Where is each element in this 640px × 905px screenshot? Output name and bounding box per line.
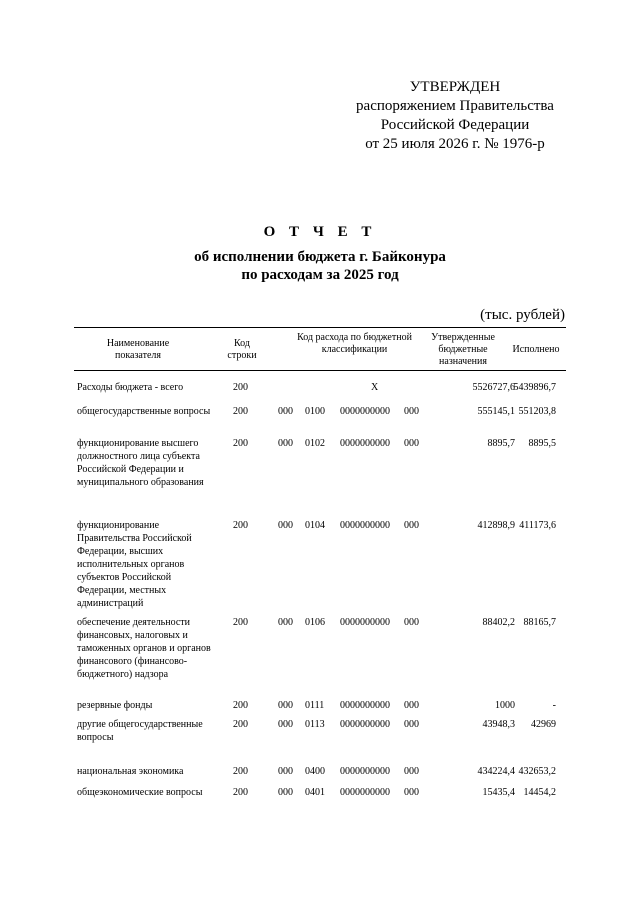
row-code: 200 bbox=[233, 406, 248, 417]
row-code: 200 bbox=[233, 520, 248, 531]
row-target: 0000000000 bbox=[340, 520, 390, 531]
row-grbs: 000 bbox=[278, 787, 293, 798]
row-grbs: 000 bbox=[278, 520, 293, 531]
row-section: 0100 bbox=[305, 406, 325, 417]
row-approved: 8895,7 bbox=[487, 438, 515, 449]
row-section: 0401 bbox=[305, 787, 325, 798]
row-approved: 15435,4 bbox=[482, 787, 515, 798]
row-grbs: 000 bbox=[278, 438, 293, 449]
row-executed: 8895,5 bbox=[528, 438, 556, 449]
row-grbs: 000 bbox=[278, 406, 293, 417]
approval-title: УТВЕРЖДЕН bbox=[409, 79, 501, 95]
approval-line-2: Российской Федерации bbox=[380, 117, 530, 133]
approval-line-3: от 25 июля 2026 г. № 1976-р bbox=[365, 136, 545, 152]
row-section: 0111 bbox=[305, 700, 325, 711]
row-grbs: 000 bbox=[278, 719, 293, 730]
row-type: 000 bbox=[404, 406, 419, 417]
row-code: 200 bbox=[233, 700, 248, 711]
row-target: 0000000000 bbox=[340, 787, 390, 798]
report-subtitle bbox=[0, 248, 640, 284]
row-type: 000 bbox=[404, 700, 419, 711]
row-target: 0000000000 bbox=[340, 617, 390, 628]
row-type: 000 bbox=[404, 520, 419, 531]
approval-line-1: распоряжением Правительства bbox=[356, 98, 554, 114]
row-name: функционирование Правительства Российской Федерации, высших исполнительных органов субъектов Российской Федерации, местных администраций bbox=[77, 520, 192, 609]
row-approved: 412898,9 bbox=[477, 520, 515, 531]
row-name: Расходы бюджета - всего bbox=[77, 382, 184, 393]
row-target: 0000000000 bbox=[340, 438, 390, 449]
header-approved: Утвержденные бюджетные назначения bbox=[431, 332, 495, 367]
row-target: 0000000000 bbox=[340, 719, 390, 730]
row-approved: 43948,3 bbox=[482, 719, 515, 730]
row-approved: 434224,4 bbox=[477, 766, 515, 777]
row-approved: 1000 bbox=[495, 700, 515, 711]
row-approved: 555145,1 bbox=[477, 406, 515, 417]
row-code: 200 bbox=[233, 382, 248, 393]
row-executed: 5439896,7 bbox=[513, 382, 556, 393]
report-subtitle-line-1: об исполнении бюджета г. Байконура bbox=[194, 249, 446, 265]
row-type: 000 bbox=[404, 766, 419, 777]
row-target: 0000000000 bbox=[340, 700, 390, 711]
row-section: 0113 bbox=[305, 719, 325, 730]
table-top-rule bbox=[74, 327, 566, 328]
row-code: 200 bbox=[233, 617, 248, 628]
row-executed: 432653,2 bbox=[518, 766, 556, 777]
row-section: 0102 bbox=[305, 438, 325, 449]
row-executed: 14454,2 bbox=[523, 787, 556, 798]
row-grbs: 000 bbox=[278, 617, 293, 628]
header-executed: Исполнено bbox=[512, 344, 560, 355]
row-approved: 5526727,6 bbox=[472, 382, 515, 393]
row-name: функционирование высшего должностного лица субъекта Российской Федерации и муниципального образования bbox=[77, 438, 204, 488]
row-name: общеэкономические вопросы bbox=[77, 787, 203, 798]
row-approved: 88402,2 bbox=[482, 617, 515, 628]
row-grbs: 000 bbox=[278, 766, 293, 777]
row-name: общегосударственные вопросы bbox=[77, 406, 211, 417]
row-executed: 42969 bbox=[531, 719, 556, 730]
row-type: 000 bbox=[404, 438, 419, 449]
header-name: Наименование показателя bbox=[106, 338, 170, 361]
row-type: 000 bbox=[404, 719, 419, 730]
row-section: 0106 bbox=[305, 617, 325, 628]
row-code: 200 bbox=[233, 787, 248, 798]
row-code: 200 bbox=[233, 719, 248, 730]
row-grbs: 000 bbox=[278, 700, 293, 711]
report-title: О Т Ч Е Т bbox=[263, 224, 377, 240]
header-row-code: Код строки bbox=[227, 338, 257, 361]
row-executed: 88165,7 bbox=[523, 617, 556, 628]
table-header-rule bbox=[74, 370, 566, 371]
row-target: 0000000000 bbox=[340, 406, 390, 417]
row-type: 000 bbox=[404, 617, 419, 628]
row-executed: 551203,8 bbox=[518, 406, 556, 417]
row-code: 200 bbox=[233, 438, 248, 449]
row-target: 0000000000 bbox=[340, 766, 390, 777]
row-executed: - bbox=[552, 700, 556, 711]
row-classification-x: X bbox=[371, 382, 379, 393]
report-subtitle-line-2: по расходам за 2025 год bbox=[241, 267, 399, 283]
row-type: 000 bbox=[404, 787, 419, 798]
row-name: другие общегосударственные вопросы bbox=[77, 719, 203, 743]
row-section: 0104 bbox=[305, 520, 325, 531]
approval-stamp bbox=[340, 78, 570, 154]
units-label: (тыс. рублей) bbox=[480, 307, 565, 323]
row-code: 200 bbox=[233, 766, 248, 777]
row-name: национальная экономика bbox=[77, 766, 184, 777]
row-executed: 411173,6 bbox=[519, 520, 556, 531]
header-classification: Код расхода по бюджетной классификации bbox=[297, 332, 412, 355]
row-section: 0400 bbox=[305, 766, 325, 777]
row-name: обеспечение деятельности финансовых, налоговых и таможенных органов и органов финансового (финансово-бюджетного) надзора bbox=[77, 617, 211, 680]
row-name: резервные фонды bbox=[77, 700, 153, 711]
